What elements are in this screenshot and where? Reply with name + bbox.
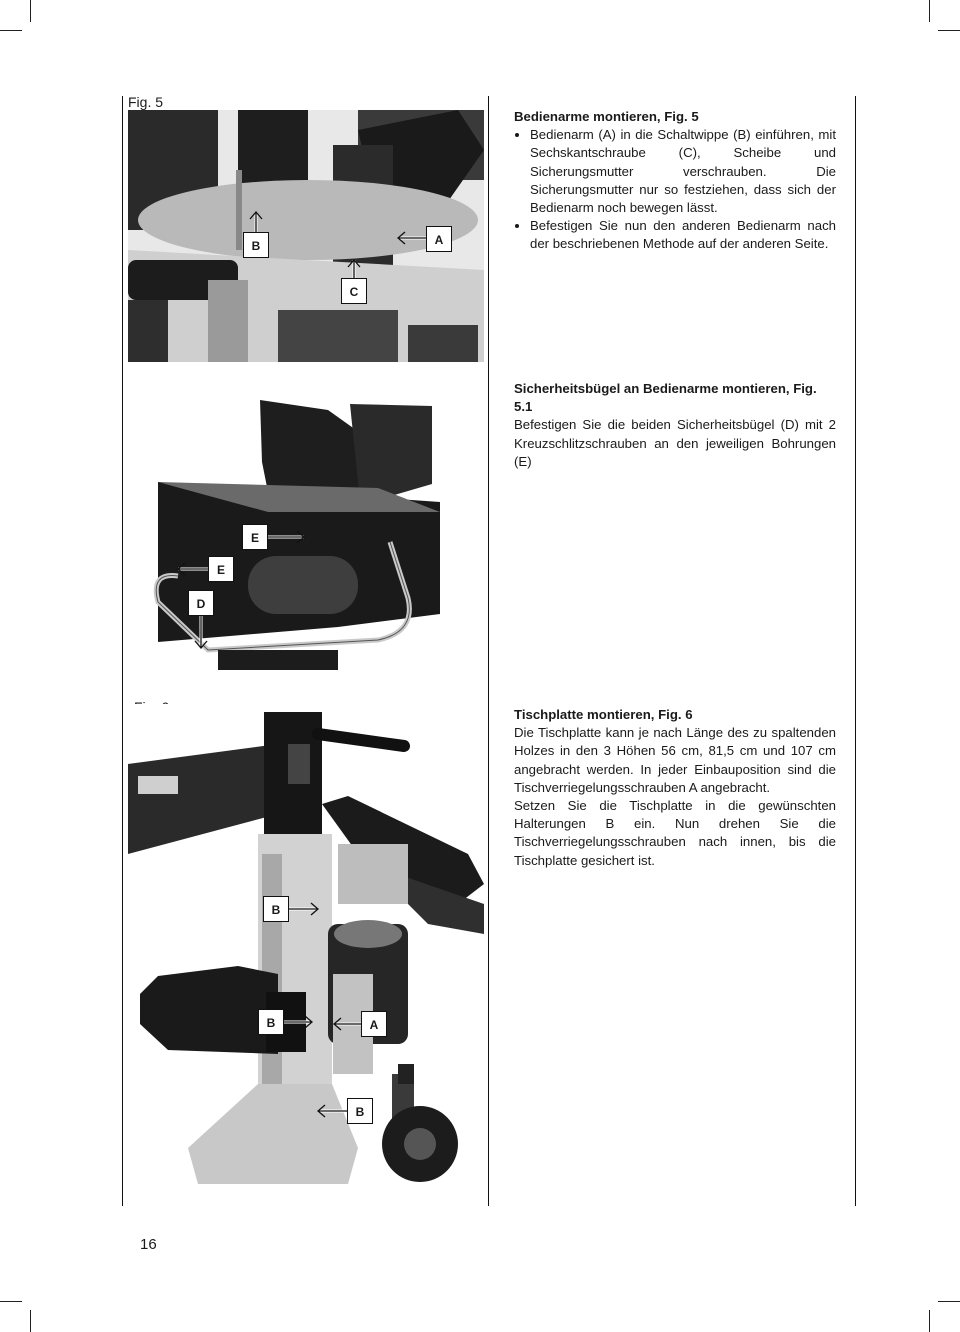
- callout-e-upper: E: [242, 524, 268, 550]
- crop-mark: [0, 30, 22, 31]
- fig51-photo: [128, 392, 440, 674]
- callout-b: B: [243, 232, 269, 258]
- page-number: 16: [140, 1236, 157, 1253]
- crop-mark: [30, 1310, 31, 1332]
- section-sicherheitsbuegel: [514, 380, 836, 471]
- section-paragraph: Setzen Sie die Tischplatte in die gewünschten Halterungen B ein. Nun drehen Sie die Tischverriegelungsschrauben nach innen, bis die Tischplatte gesichert ist.: [514, 798, 836, 868]
- fig6-photo: [128, 704, 484, 1220]
- column-rule-left: [122, 96, 123, 1206]
- crop-mark: [938, 30, 960, 31]
- crop-mark: [938, 1301, 960, 1302]
- column-rule-middle: [488, 96, 489, 1206]
- section-heading: Tischplatte montieren, Fig. 6: [514, 707, 693, 722]
- section-paragraph: Die Tischplatte kann je nach Länge des zu spaltenden Holzes in den 3 Höhen 56 cm, 81,5 cm und 107 cm angebracht werden. In jeder Einbauposition sind die Tischverriegelungsschrauben A angebracht.: [514, 725, 836, 795]
- section-bedienarme: [514, 108, 836, 254]
- callout-a: A: [361, 1011, 387, 1037]
- callout-d: D: [188, 590, 214, 616]
- section-heading: Bedienarme montieren, Fig. 5: [514, 109, 699, 124]
- crop-mark: [929, 0, 930, 22]
- crop-mark: [929, 1310, 930, 1332]
- bullet-item: • Befestigen Sie nun den anderen Bedienarm nach der beschriebenen Methode auf der anderen Seite.: [530, 217, 836, 253]
- section-text: Befestigen Sie die beiden Sicherheitsbügel (D) mit 2 Kreuzschlitzschrauben an den jeweiligen Bohrungen (E): [514, 417, 836, 469]
- callout-b-upper: B: [263, 896, 289, 922]
- crop-mark: [0, 1301, 22, 1302]
- bullet-item: • Bedienarm (A) in die Schaltwippe (B) einführen, mit Sechskantschraube (C), Scheibe und Sicherungsmutter verschrauben. Die Sicherungsmutter nur so festziehen, dass sich der Bedienarm noch bewegen lässt.: [530, 126, 836, 217]
- callout-a: A: [426, 226, 452, 252]
- callout-c: C: [341, 278, 367, 304]
- section-heading: Sicherheitsbügel an Bedienarme montieren, Fig. 5.1: [514, 381, 817, 415]
- column-rule-right: [855, 96, 856, 1206]
- callout-e-lower: E: [208, 556, 234, 582]
- crop-mark: [30, 0, 31, 22]
- callout-b-middle: B: [258, 1009, 284, 1035]
- callout-b-lower: B: [347, 1098, 373, 1124]
- figure-label: Fig. 5: [128, 94, 164, 110]
- section-tischplatte: [514, 706, 836, 870]
